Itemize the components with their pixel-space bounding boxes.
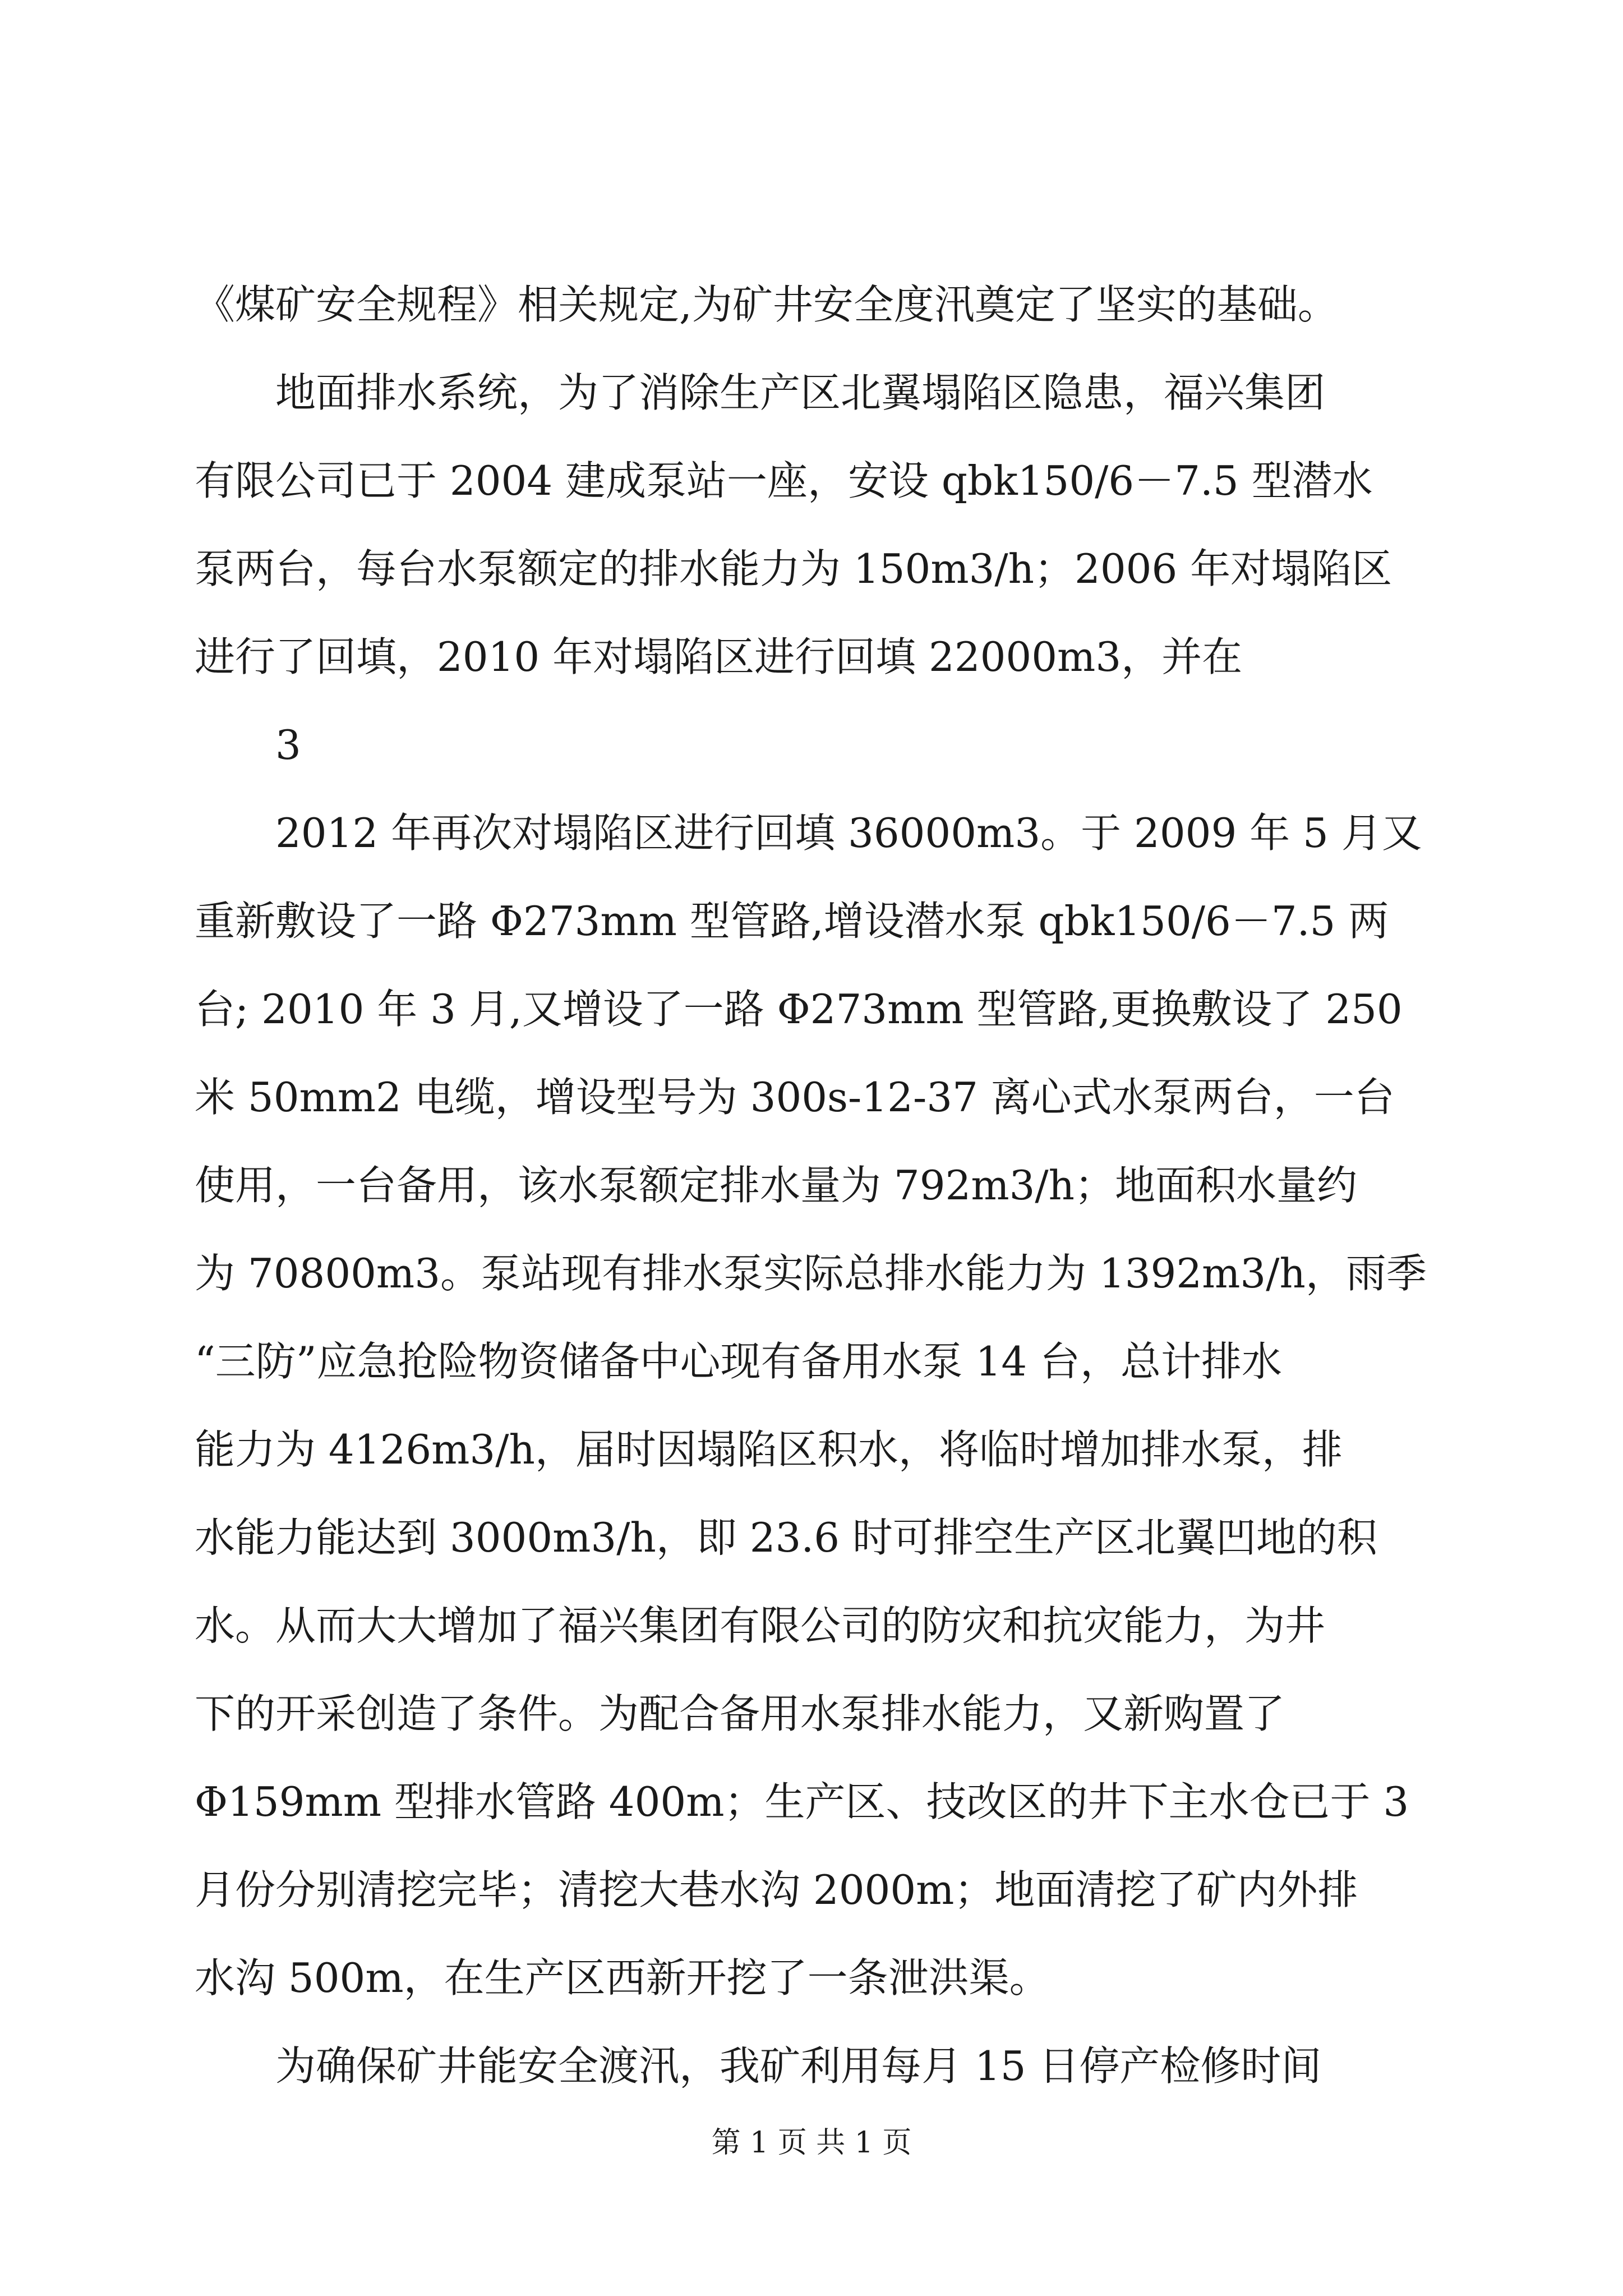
text-line-5: 进行了回填，2010 年对塌陷区进行回填 22000m3，并在	[195, 633, 1243, 680]
text-line-10: 米 50mm2 电缆，增设型号为 300s-12-37 离心式水泵两台，一台	[195, 1074, 1395, 1121]
text-line-13: “三防”应急抢险物资储备中心现有备用水泵 14 台，总计排水	[195, 1338, 1283, 1385]
text-line-17: 下的开采创造了条件。为配合备用水泵排水能力，又新购置了	[195, 1690, 1285, 1737]
text-line-4: 泵两台，每台水泵额定的排水能力为 150m3/h；2006 年对塌陷区	[195, 545, 1393, 592]
text-line-6: 3	[195, 721, 301, 769]
text-line-8: 重新敷设了一路 Φ273mm 型管路,增设潜水泵 qbk150/6－7.5 两	[195, 898, 1389, 945]
text-line-16: 水。从而大大增加了福兴集团有限公司的防灾和抗灾能力，为井	[195, 1602, 1326, 1649]
text-line-1: 《煤矿安全规程》相关规定,为矿井安全度汛奠定了坚实的基础。	[195, 281, 1338, 328]
text-line-15: 水能力能达到 3000m3/h，即 23.6 时可排空生产区北翼凹地的积	[195, 1514, 1377, 1561]
text-line-20: 水沟 500m，在生产区西新开挖了一条泄洪渠。	[195, 1954, 1050, 2001]
text-line-18: Φ159mm 型排水管路 400m；生产区、技改区的井下主水仓已于 3	[195, 1778, 1409, 1825]
text-line-11: 使用，一台备用，该水泵额定排水量为 792m3/h；地面积水量约	[195, 1162, 1358, 1209]
page-number-footer: 第 1 页 共 1 页	[711, 2126, 912, 2160]
text-line-14: 能力为 4126m3/h，届时因塌陷区积水，将临时增加排水泵，排	[195, 1426, 1343, 1473]
text-line-19: 月份分别清挖完毕；清挖大巷水沟 2000m；地面清挖了矿内外排	[195, 1866, 1358, 1913]
text-line-21: 为确保矿井能安全渡汛，我矿利用每月 15 日停产检修时间	[195, 2042, 1322, 2090]
text-line-7: 2012 年再次对塌陷区进行回填 36000m3。于 2009 年 5 月又	[195, 809, 1422, 857]
text-line-9: 台; 2010 年 3 月,又增设了一路 Φ273mm 型管路,更换敷设了 250	[195, 986, 1403, 1033]
text-line-2: 地面排水系统，为了消除生产区北翼塌陷区隐患，福兴集团	[195, 369, 1326, 416]
text-line-3: 有限公司已于 2004 建成泵站一座，安设 qbk150/6－7.5 型潜水	[195, 457, 1373, 504]
text-line-12: 为 70800m3。泵站现有排水泵实际总排水能力为 1392m3/h，雨季	[195, 1250, 1427, 1297]
